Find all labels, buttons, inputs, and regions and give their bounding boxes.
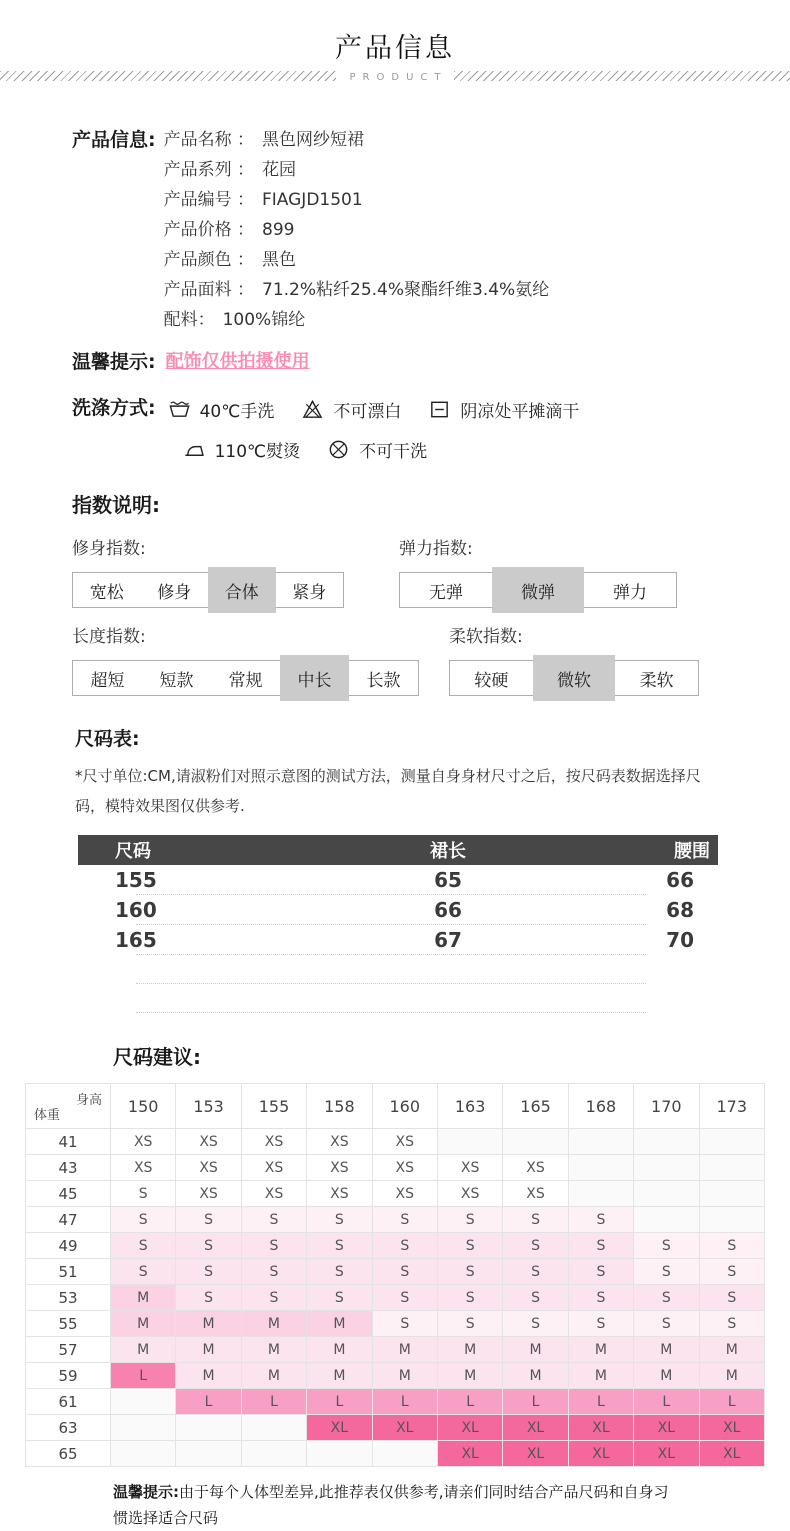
size-recommendation-cell: XS: [503, 1155, 568, 1181]
size-recommendation-cell: M: [634, 1337, 699, 1363]
size-recommendation-cell: S: [176, 1285, 241, 1311]
wash-care-label: 不可漂白: [333, 401, 402, 422]
wash-care-item: [301, 397, 401, 422]
product-info-row: [164, 275, 550, 305]
height-header: 170: [634, 1084, 699, 1129]
height-header: 165: [503, 1084, 568, 1129]
size-recommendation-cell: M: [437, 1337, 502, 1363]
size-recommendation-cell: L: [111, 1363, 176, 1389]
field-label: 产品系列 ：: [163, 160, 255, 180]
field-value: FIAGJD1501: [262, 190, 363, 210]
field-label: 产品价格 ：: [163, 220, 255, 240]
size-recommendation-cell: M: [699, 1363, 764, 1389]
size-recommendation-cell: S: [307, 1259, 372, 1285]
index-group: [399, 534, 718, 608]
footer-note-label: 温馨提示:: [113, 1483, 179, 1501]
matrix-row: [26, 1415, 765, 1441]
size-recommendation-cell: XS: [372, 1129, 437, 1155]
weight-header: 41: [26, 1129, 111, 1155]
wash-care-item: [428, 397, 579, 422]
product-info-row: [164, 215, 550, 245]
index-option: 较硬: [474, 670, 509, 691]
index-section: [0, 489, 790, 696]
page-header: [0, 0, 790, 83]
size-recommendation-cell: S: [503, 1285, 568, 1311]
field-label: 产品颜色 ：: [163, 250, 255, 270]
hatch-divider-left: [0, 71, 336, 81]
size-recommendation-cell: XL: [699, 1441, 764, 1467]
hatch-divider-right: [454, 71, 790, 81]
product-info-row: [164, 305, 550, 335]
size-table-row: [78, 895, 718, 925]
size-table-empty-row: [78, 955, 718, 984]
size-recommendation-cell: L: [307, 1389, 372, 1415]
size-recommendation-cell: XS: [111, 1155, 176, 1181]
page-subtitle: PRODUCT: [349, 72, 448, 83]
size-recommendation-cell: S: [634, 1233, 699, 1259]
size-recommendation-cell: L: [699, 1389, 764, 1415]
size-recommendation-cell: S: [503, 1233, 568, 1259]
matrix-row: [26, 1389, 765, 1415]
field-value: 71.2%粘纤25.4%聚酯纤维3.4%氨纶: [262, 280, 550, 300]
size-recommendation-cell: S: [634, 1285, 699, 1311]
height-header: 160: [372, 1084, 437, 1129]
matrix-row: [26, 1363, 765, 1389]
height-header: 155: [241, 1084, 306, 1129]
size-recommendation-cell: S: [372, 1207, 437, 1233]
size-table-note: *尺寸单位:CM,请淑粉们对照示意图的测试方法，测量自身身材尺寸之后，按尺码表数据选择尺码，模特效果图仅供参考.: [75, 767, 701, 815]
field-label: 配料：: [163, 310, 215, 330]
size-table-empty-row: [78, 984, 718, 1013]
size-recommendation-cell: S: [307, 1207, 372, 1233]
size-recommendation-cell: L: [568, 1389, 633, 1415]
size-recommendation-cell: M: [634, 1363, 699, 1389]
index-option-selected: 合体: [208, 567, 276, 613]
size-recommendation-cell: S: [241, 1285, 306, 1311]
matrix-header-row: [26, 1084, 765, 1129]
size-recommendation-cell: [176, 1441, 241, 1467]
weight-header: 57: [26, 1337, 111, 1363]
size-recommendation-cell: S: [568, 1311, 633, 1337]
weight-header: 65: [26, 1441, 111, 1467]
size-recommendation-cell: S: [437, 1207, 502, 1233]
wash-care-section: [0, 393, 790, 465]
size-cell: 155: [115, 868, 157, 892]
product-info-row: [164, 245, 550, 275]
size-recommendation-cell: S: [372, 1233, 437, 1259]
size-recommendation-cell: XS: [503, 1181, 568, 1207]
size-cell: 67: [434, 928, 462, 952]
wash-care-rows: [168, 393, 607, 465]
index-group-label: 弹力指数:: [399, 539, 473, 559]
index-scale: [72, 660, 419, 696]
index-section-heading: 指数说明:: [72, 493, 160, 517]
size-recommendation-cell: S: [372, 1259, 437, 1285]
index-option: 常规: [228, 670, 263, 691]
size-recommendation-cell: XS: [241, 1155, 306, 1181]
size-recommendation-cell: S: [176, 1259, 241, 1285]
wash-care-label: 阴凉处平摊滴干: [460, 401, 580, 422]
product-info-section-label: 产品信息:: [72, 129, 156, 151]
size-recommendation-cell: S: [503, 1259, 568, 1285]
index-option-selected: 微软: [533, 655, 616, 701]
size-recommendation-cell: [568, 1155, 633, 1181]
index-option: 无弹: [429, 582, 463, 603]
size-recommendation-cell: S: [437, 1259, 502, 1285]
size-recommendation-cell: M: [307, 1363, 372, 1389]
size-recommendation-cell: M: [176, 1363, 241, 1389]
index-group: [72, 622, 401, 696]
iron-icon: [183, 438, 206, 461]
size-recommendation-cell: M: [111, 1337, 176, 1363]
size-table-heading: 尺码表:: [75, 728, 140, 750]
index-option-selected: 微弹: [492, 567, 584, 613]
page-title: 产品信息: [335, 33, 455, 64]
size-table-row: [78, 925, 718, 955]
size-recommendation-cell: [634, 1181, 699, 1207]
field-value: 899: [262, 220, 295, 240]
size-recommendation-cell: [372, 1441, 437, 1467]
wash-care-row: [183, 433, 607, 465]
size-table-section: [0, 724, 790, 1013]
size-recommendation-cell: [241, 1415, 306, 1441]
height-axis-label: 身高: [75, 1093, 102, 1108]
size-recommendation-cell: S: [699, 1311, 764, 1337]
wash-care-label: 不可干洗: [359, 441, 428, 462]
wash-care-section-label: 洗涤方式:: [72, 397, 156, 419]
index-option: 超短: [90, 670, 125, 691]
size-suggestion-section: [0, 1041, 790, 1531]
size-recommendation-cell: [111, 1441, 176, 1467]
index-option: 宽松: [89, 582, 124, 603]
size-recommendation-cell: S: [372, 1311, 437, 1337]
product-info-rows: [164, 125, 550, 335]
footer-note-text: 由于每个人体型差异,此推荐表仅供参考,请亲们同时结合产品尺码和自身习惯选择适合尺码: [113, 1483, 669, 1527]
size-recommendation-cell: M: [111, 1311, 176, 1337]
index-group: [72, 534, 396, 608]
weight-header: 45: [26, 1181, 111, 1207]
wash-care-label: 110℃熨烫: [214, 441, 301, 462]
size-recommendation-cell: S: [372, 1285, 437, 1311]
size-recommendation-cell: XL: [437, 1415, 502, 1441]
size-recommendation-cell: [634, 1129, 699, 1155]
size-recommendation-cell: S: [503, 1311, 568, 1337]
size-recommendation-cell: XL: [568, 1441, 633, 1467]
size-recommendation-cell: S: [568, 1233, 633, 1259]
size-recommendation-cell: XL: [307, 1415, 372, 1441]
matrix-row: [26, 1207, 765, 1233]
matrix-row: [26, 1285, 765, 1311]
weight-header: 47: [26, 1207, 111, 1233]
size-recommendation-cell: M: [503, 1337, 568, 1363]
weight-header: 61: [26, 1389, 111, 1415]
wash-care-item: [183, 437, 301, 462]
size-recommendation-cell: S: [241, 1233, 306, 1259]
size-recommendation-cell: M: [568, 1337, 633, 1363]
notice-label: 温馨提示:: [72, 351, 156, 373]
size-recommendation-cell: M: [241, 1311, 306, 1337]
size-recommendation-cell: M: [372, 1363, 437, 1389]
size-recommendation-cell: XL: [437, 1441, 502, 1467]
height-header: 173: [699, 1084, 764, 1129]
size-recommendation-cell: [634, 1207, 699, 1233]
size-recommendation-cell: S: [241, 1259, 306, 1285]
handwash-icon: [168, 398, 191, 421]
footer-note: [113, 1479, 673, 1531]
skirt-length-col-header: 裙长: [430, 841, 466, 862]
size-recommendation-cell: [307, 1441, 372, 1467]
size-recommendation-cell: M: [241, 1337, 306, 1363]
index-option: 紧身: [292, 582, 327, 603]
size-recommendation-cell: XS: [176, 1155, 241, 1181]
size-recommendation-cell: L: [241, 1389, 306, 1415]
index-scale: [72, 572, 344, 608]
size-recommendation-cell: [111, 1415, 176, 1441]
size-recommendation-cell: [699, 1129, 764, 1155]
size-recommendation-cell: S: [634, 1311, 699, 1337]
size-recommendation-cell: XS: [437, 1181, 502, 1207]
matrix-row: [26, 1259, 765, 1285]
size-suggestion-table: [25, 1083, 765, 1467]
size-table-header: [78, 835, 718, 865]
index-option: 短款: [159, 670, 194, 691]
matrix-row: [26, 1181, 765, 1207]
index-scale: [449, 660, 699, 696]
size-recommendation-cell: [699, 1181, 764, 1207]
size-recommendation-cell: S: [437, 1311, 502, 1337]
matrix-row: [26, 1337, 765, 1363]
size-recommendation-cell: [241, 1441, 306, 1467]
size-recommendation-cell: S: [111, 1233, 176, 1259]
size-recommendation-cell: M: [503, 1363, 568, 1389]
matrix-row: [26, 1441, 765, 1467]
product-info-row: [164, 155, 550, 185]
index-option: 长款: [366, 670, 401, 691]
accessory-notice-link[interactable]: 配饰仅供拍摄使用: [165, 351, 310, 372]
weight-header: 55: [26, 1311, 111, 1337]
size-recommendation-cell: S: [699, 1259, 764, 1285]
size-recommendation-cell: S: [634, 1259, 699, 1285]
height-header: 163: [437, 1084, 502, 1129]
size-recommendation-cell: XL: [568, 1415, 633, 1441]
size-recommendation-cell: L: [437, 1389, 502, 1415]
size-recommendation-cell: S: [699, 1233, 764, 1259]
index-group-label: 柔软指数:: [449, 627, 523, 647]
weight-axis-label: 体重: [34, 1108, 61, 1123]
size-recommendation-cell: XS: [307, 1129, 372, 1155]
field-label: 产品名称 ：: [163, 130, 255, 150]
size-recommendation-cell: XL: [699, 1415, 764, 1441]
size-recommendation-cell: S: [111, 1207, 176, 1233]
size-recommendation-cell: XS: [241, 1181, 306, 1207]
size-recommendation-cell: S: [111, 1181, 176, 1207]
size-recommendation-cell: S: [699, 1285, 764, 1311]
size-recommendation-cell: S: [176, 1207, 241, 1233]
size-recommendation-cell: S: [437, 1285, 502, 1311]
index-group-label: 修身指数:: [72, 539, 146, 559]
size-recommendation-cell: S: [176, 1233, 241, 1259]
height-header: 153: [176, 1084, 241, 1129]
size-table-row: [78, 865, 718, 895]
height-header: 158: [307, 1084, 372, 1129]
size-recommendation-cell: [437, 1129, 502, 1155]
size-recommendation-cell: XS: [176, 1181, 241, 1207]
size-recommendation-cell: XS: [176, 1129, 241, 1155]
size-recommendation-cell: XL: [503, 1415, 568, 1441]
notice-section: [0, 347, 790, 377]
size-recommendation-cell: S: [568, 1207, 633, 1233]
size-recommendation-cell: XL: [634, 1441, 699, 1467]
size-recommendation-cell: [176, 1415, 241, 1441]
field-label: 产品编号 ：: [163, 190, 255, 210]
matrix-row: [26, 1233, 765, 1259]
no-bleach-icon: [301, 398, 324, 421]
size-recommendation-cell: S: [437, 1233, 502, 1259]
height-header: 168: [568, 1084, 633, 1129]
drip-dry-flat-icon: [428, 398, 451, 421]
size-recommendation-cell: M: [699, 1337, 764, 1363]
index-group-label: 长度指数:: [72, 627, 146, 647]
size-cell: 160: [115, 898, 157, 922]
weight-header: 59: [26, 1363, 111, 1389]
matrix-row: [26, 1155, 765, 1181]
size-recommendation-cell: XL: [634, 1415, 699, 1441]
size-recommendation-cell: [568, 1129, 633, 1155]
size-recommendation-cell: [699, 1207, 764, 1233]
size-recommendation-cell: XL: [503, 1441, 568, 1467]
field-value: 黑色网纱短裙: [262, 130, 365, 150]
size-recommendation-cell: M: [307, 1337, 372, 1363]
product-info-section: [0, 125, 790, 335]
size-recommendation-cell: M: [307, 1311, 372, 1337]
size-recommendation-cell: [111, 1389, 176, 1415]
waist-col-header: 腰围: [674, 841, 710, 862]
size-recommendation-cell: S: [111, 1259, 176, 1285]
index-option-selected: 中长: [280, 655, 349, 701]
product-info-row: [164, 125, 550, 155]
size-recommendation-cell: [568, 1181, 633, 1207]
index-scale: [399, 572, 677, 608]
weight-header: 43: [26, 1155, 111, 1181]
size-recommendation-cell: XS: [241, 1129, 306, 1155]
size-recommendation-cell: XL: [372, 1415, 437, 1441]
size-recommendation-cell: L: [634, 1389, 699, 1415]
matrix-row: [26, 1129, 765, 1155]
size-recommendation-cell: S: [241, 1207, 306, 1233]
size-recommendation-cell: S: [307, 1233, 372, 1259]
field-value: 100%锦纶: [222, 310, 306, 330]
size-recommendation-cell: L: [372, 1389, 437, 1415]
height-header: 150: [111, 1084, 176, 1129]
weight-header: 51: [26, 1259, 111, 1285]
matrix-row: [26, 1311, 765, 1337]
size-recommendation-cell: M: [568, 1363, 633, 1389]
size-recommendation-cell: L: [503, 1389, 568, 1415]
size-recommendation-cell: M: [111, 1285, 176, 1311]
size-recommendation-cell: M: [176, 1337, 241, 1363]
index-option: 弹力: [613, 582, 647, 603]
size-cell: 68: [666, 898, 694, 922]
size-cell: 70: [666, 928, 694, 952]
size-recommendation-cell: S: [568, 1285, 633, 1311]
wash-care-row: [168, 393, 607, 425]
size-table: [78, 835, 718, 1013]
size-recommendation-cell: [699, 1155, 764, 1181]
field-value: 黑色: [262, 250, 297, 270]
size-recommendation-cell: XS: [307, 1155, 372, 1181]
size-cell: 65: [434, 868, 462, 892]
size-recommendation-cell: [503, 1129, 568, 1155]
size-recommendation-cell: XS: [372, 1155, 437, 1181]
weight-header: 53: [26, 1285, 111, 1311]
size-recommendation-cell: XS: [437, 1155, 502, 1181]
index-option: 修身: [157, 582, 192, 603]
product-info-row: [164, 185, 550, 215]
wash-care-label: 40℃手洗: [199, 401, 275, 422]
field-label: 产品面料 ：: [163, 280, 255, 300]
size-recommendation-cell: [634, 1155, 699, 1181]
size-recommendation-cell: M: [372, 1337, 437, 1363]
size-recommendation-cell: XS: [111, 1129, 176, 1155]
size-recommendation-cell: L: [176, 1389, 241, 1415]
size-suggestion-heading: 尺码建议:: [113, 1045, 201, 1069]
size-table-body: [78, 865, 718, 1013]
weight-header: 49: [26, 1233, 111, 1259]
size-cell: 66: [666, 868, 694, 892]
size-col-header: 尺码: [115, 841, 151, 862]
field-value: 花园: [262, 160, 297, 180]
weight-header: 63: [26, 1415, 111, 1441]
size-cell: 66: [434, 898, 462, 922]
size-recommendation-cell: XS: [307, 1181, 372, 1207]
matrix-corner-cell: [26, 1084, 111, 1129]
index-grid: [72, 520, 718, 696]
size-recommendation-cell: XS: [372, 1181, 437, 1207]
size-recommendation-cell: S: [307, 1285, 372, 1311]
size-recommendation-cell: M: [241, 1363, 306, 1389]
size-recommendation-cell: M: [176, 1311, 241, 1337]
size-cell: 165: [115, 928, 157, 952]
wash-care-item: [168, 397, 275, 422]
size-recommendation-cell: S: [503, 1207, 568, 1233]
size-recommendation-cell: M: [437, 1363, 502, 1389]
size-recommendation-cell: S: [568, 1259, 633, 1285]
no-dryclean-icon: [327, 438, 350, 461]
index-option: 柔软: [639, 670, 674, 691]
wash-care-item: [327, 437, 427, 462]
index-group: [449, 622, 718, 696]
